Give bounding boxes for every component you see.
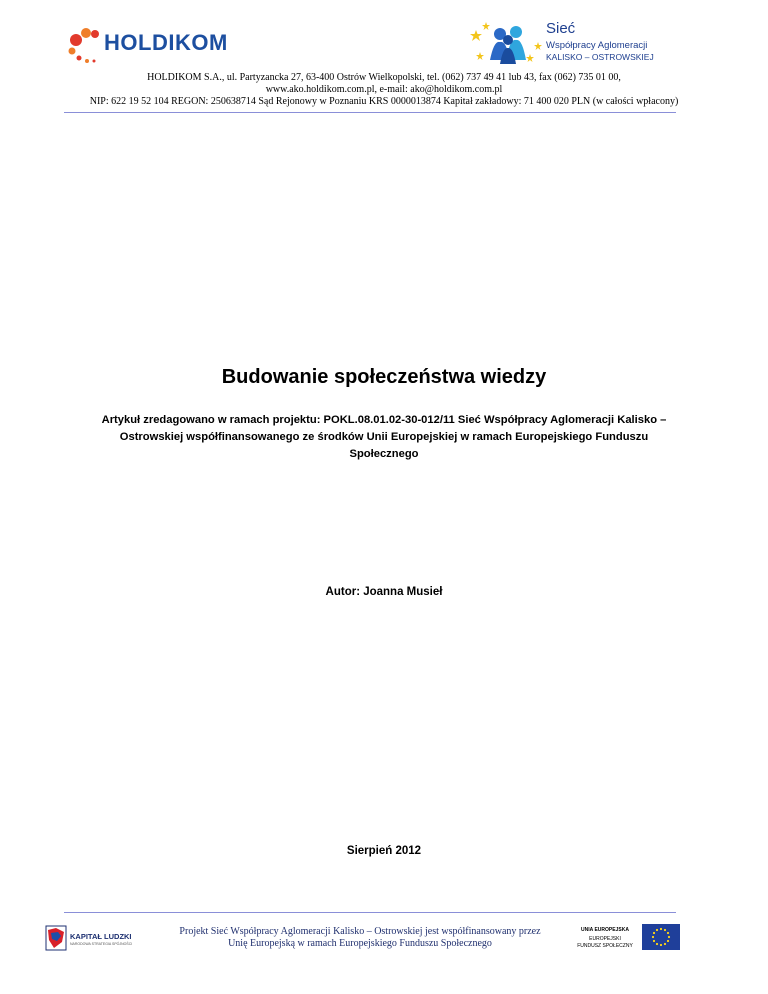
kapital-ludzki-line1: KAPITAŁ LUDZKI bbox=[70, 932, 132, 941]
holdikom-logo-text: HOLDIKOM bbox=[104, 30, 228, 55]
footer-funding-line-1: Projekt Sieć Współpracy Aglomeracji Kalisko – Ostrowskiej jest współfinansowany przez bbox=[179, 926, 541, 937]
header-address-line-1: HOLDIKOM S.A., ul. Partyzancka 27, 63-400 Ostrów Wielkopolski, tel. (062) 737 49 41 lub 43, fax (062) 735 01 00, bbox=[147, 72, 621, 83]
eu-logo-line2: EUROPEJSKI bbox=[589, 936, 621, 942]
eu-logo bbox=[572, 924, 682, 954]
eu-logo-line1: UNIA EUROPEJSKA bbox=[581, 927, 629, 933]
footer-funding-line-2: Unię Europejską w ramach Europejskiego Funduszu Społecznego bbox=[228, 938, 492, 949]
footer-divider bbox=[64, 912, 676, 913]
document-author: Autor: Joanna Musieł bbox=[325, 586, 443, 598]
network-logo-title: Sieć bbox=[546, 20, 576, 37]
eu-logo-line3: FUNDUSZ SPOŁECZNY bbox=[577, 943, 633, 949]
eu-flag-icon bbox=[642, 924, 680, 950]
holdikom-dots-icon bbox=[66, 24, 106, 66]
header-address-line-2: www.ako.holdikom.com.pl, e-mail: ako@holdikom.com.pl bbox=[265, 84, 503, 95]
document-title: Budowanie społeczeństwa wiedzy bbox=[221, 366, 547, 388]
network-logo bbox=[470, 20, 700, 66]
header-divider bbox=[64, 112, 676, 113]
holdikom-logo bbox=[66, 24, 262, 66]
footer-funding-note bbox=[160, 926, 560, 950]
document-date: Sierpień 2012 bbox=[346, 845, 422, 857]
kapital-ludzki-icon bbox=[44, 924, 68, 952]
network-logo-line2: KALISKO – OSTROWSKIEJ bbox=[546, 52, 654, 62]
kapital-ludzki-logo bbox=[44, 924, 144, 954]
network-logo-line1: Współpracy Aglomeracji bbox=[546, 40, 648, 51]
document-subtitle: Artykuł zredagowano w ramach projektu: POKL.08.01.02-30-012/11 Sieć Współpracy Aglomeracji Kalisko – Ostrowskiej współfinansowanego ze środków Unii Europejskiej w ramach Europejskiego Funduszu Społecznego bbox=[101, 414, 667, 460]
header-address-line-3: NIP: 622 19 52 104 REGON: 250638714 Sąd Rejonowy w Poznaniu KRS 0000013874 Kapitał zakładowy: 71 400 020 PLN (w całości wpłacony) bbox=[89, 96, 679, 107]
kapital-ludzki-line2: NARODOWA STRATEGIA SPÓJNOŚCI bbox=[70, 942, 133, 946]
network-people-icon bbox=[470, 20, 544, 66]
